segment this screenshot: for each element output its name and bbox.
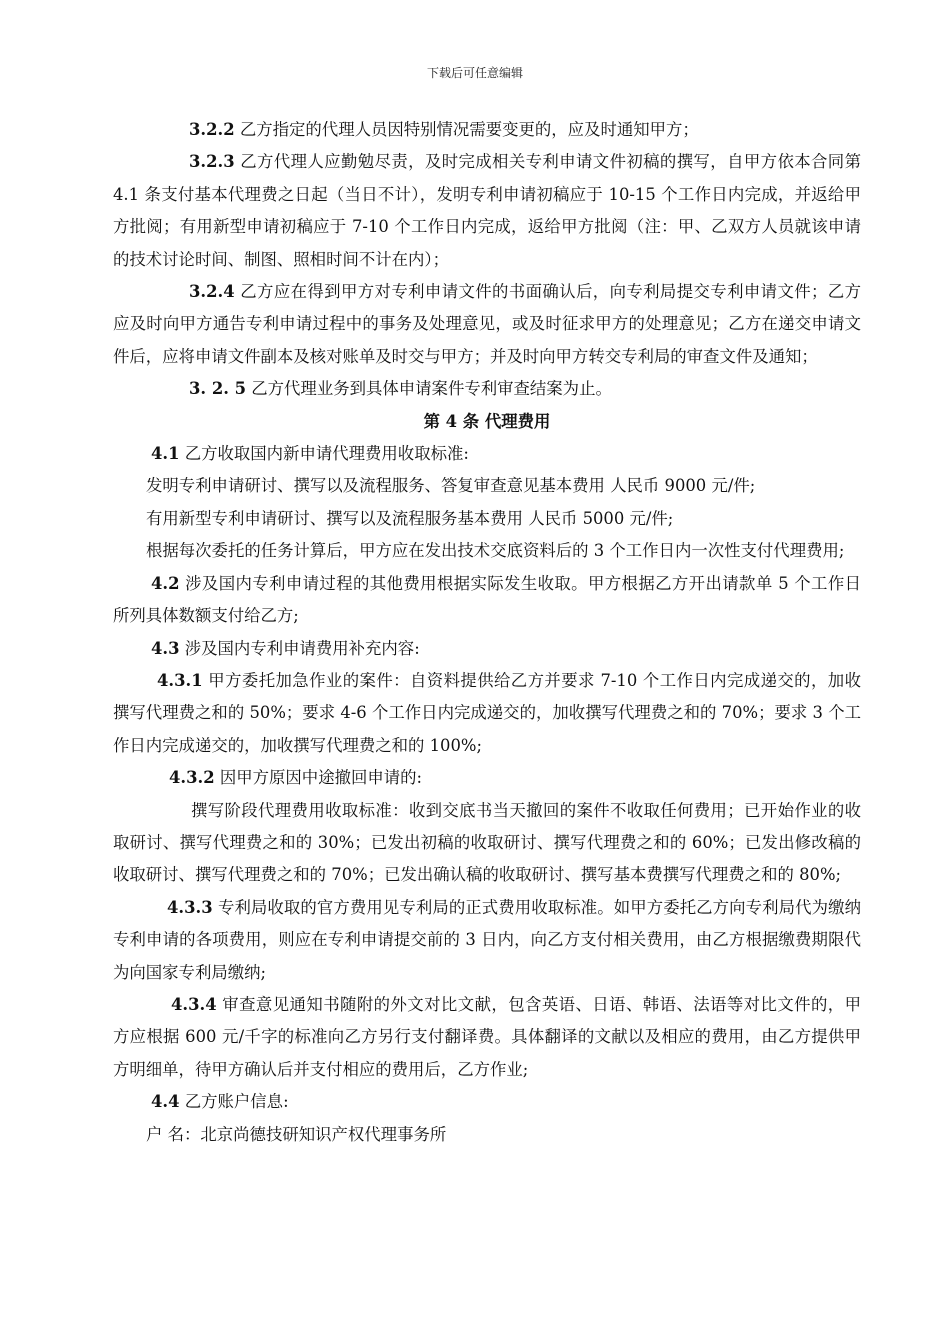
clause-4-3-3	[113, 892, 861, 989]
fee-line-invention: 发明专利申请研讨、撰写以及流程服务、答复审查意见基本费用 人民币 9000 元/件;	[146, 476, 756, 496]
clause-number: 3. 2. 5	[189, 379, 247, 399]
clause-text: 乙方应在得到甲方对专利申请文件的书面确认后，向专利局提交专利申请文件；乙方应及时向甲方通告专利申请过程中的事务及处理意见，或及时征求甲方的处理意见；乙方在递交申请文件后，应将申请文件副本及核对账单及时交与甲方；并及时向甲方转交专利局的审查文件及通知；	[113, 282, 861, 366]
clause-4-2	[113, 568, 861, 633]
document-body	[113, 114, 861, 1151]
clause-3-2-2	[113, 114, 861, 146]
clause-4-3	[113, 633, 861, 665]
clause-number: 4.3.1	[157, 670, 203, 690]
clause-text: 乙方指定的代理人员因特别情况需要变更的，应及时通知甲方；	[234, 120, 699, 139]
fee-line-utility: 有用新型专利申请研讨、撰写以及流程服务基本费用 人民币 5000 元/件;	[146, 508, 674, 528]
clause-3-2-3	[113, 146, 861, 276]
clause-text: 乙方账户信息:	[179, 1092, 289, 1112]
clause-number: 4.3	[151, 638, 180, 658]
clause-text: 审查意见通知书随附的外文对比文献，包含英语、日语、韩语、法语等对比文件的，甲方应根据 600 元/千字的标准向乙方另行支付翻译费。具体翻译的文献以及相应的费用，由乙方提供甲方明细单，待甲方确认后并支付相应的费用后，乙方作业;	[113, 994, 861, 1079]
clause-number: 4.3.4	[171, 994, 217, 1014]
clause-text: 涉及国内专利申请费用补充内容:	[179, 638, 420, 658]
clause-4-3-4	[113, 989, 861, 1086]
clause-number: 3.2.2	[189, 120, 235, 139]
clause-4-3-2-body: 撰写阶段代理费用收取标准：收到交底书当天撤回的案件不收取任何费用；已开始作业的收取研讨、撰写代理费之和的 30%；已发出初稿的收取研讨、撰写代理费之和的 60%；已发出修改稿的收取研讨、撰写代理费之和的 70%；已发出确认稿的收取研讨、撰写基本费撰写代理费之和的 80%;	[113, 800, 861, 885]
account-name-value: 北京尚德技研知识产权代理事务所	[200, 1124, 447, 1144]
clause-4-1	[113, 438, 861, 470]
article-4-title: 第 4 条 代理费用	[423, 411, 551, 431]
clause-text: 涉及国内专利申请过程的其他费用根据实际发生收取。甲方根据乙方开出请款单 5 个工作日所列具体数额支付给乙方;	[113, 573, 861, 626]
clause-3-2-5	[113, 373, 861, 405]
clause-number: 4.1	[151, 444, 180, 464]
clause-number: 4.3.2	[169, 768, 215, 788]
clause-text: 因甲方原因中途撤回申请的:	[214, 768, 423, 788]
account-name-line	[113, 1119, 861, 1151]
clause-text: 专利局收取的官方费用见专利局的正式费用收取标准。如甲方委托乙方向专利局代为缴纳专利申请的各项费用，则应在专利申请提交前的 3 日内，向乙方支付相关费用，由乙方根据缴费期限代为向国家专利局缴纳;	[113, 897, 861, 982]
clause-text: 乙方代理人应勤勉尽责，及时完成相关专利申请文件初稿的撰写，自甲方依本合同第 4.1 条支付基本代理费之日起（当日不计），发明专利申请初稿应于 10-15 个工作日内完成，并返给甲方批阅；有用新型申请初稿应于 7-10 个工作日内完成，返给甲方批阅（注：甲、乙双方人员就该申请的技术讨论时间、制图、照相时间不计在内）；	[113, 152, 861, 269]
clause-4-3-1	[113, 665, 861, 762]
clause-3-2-4	[113, 276, 861, 373]
clause-number: 3.2.3	[189, 152, 235, 172]
account-name-label: 户 名：	[146, 1124, 201, 1144]
clause-number: 4.4	[151, 1092, 180, 1112]
clause-number: 4.2	[151, 573, 180, 593]
clause-4-4	[113, 1086, 861, 1118]
clause-number: 3.2.4	[189, 282, 235, 302]
clause-4-3-2	[113, 762, 861, 794]
clause-number: 4.3.3	[167, 897, 213, 917]
clause-text: 甲方委托加急作业的案件：自资料提供给乙方并要求 7-10 个工作日内完成递交的，加收撰写代理费之和的 50%；要求 4-6 个工作日内完成递交的，加收撰写代理费之和的 70%；要求 3 个工作日内完成递交的，加收撰写代理费之和的 100%;	[113, 670, 861, 755]
fee-line-payment-terms: 根据每次委托的任务计算后，甲方应在发出技术交底资料后的 3 个工作日内一次性支付代理费用;	[146, 541, 845, 561]
clause-text: 乙方代理业务到具体申请案件专利审查结案为止。	[246, 379, 612, 399]
clause-text: 乙方收取国内新申请代理费用收取标准:	[179, 444, 469, 464]
page-header-note: 下载后可任意编辑	[426, 66, 523, 80]
